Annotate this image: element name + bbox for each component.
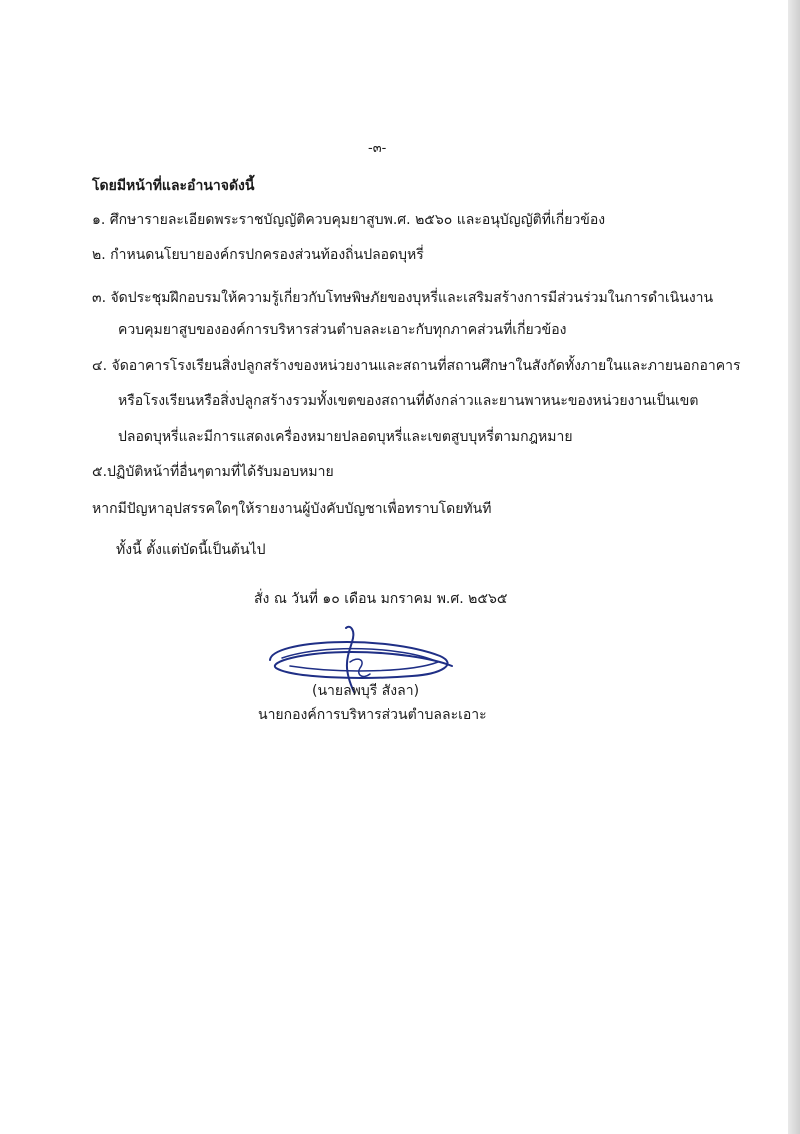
signer-name: (นายลพบุรี สังลา) xyxy=(312,683,420,699)
section-heading: โดยมีหน้าที่และอำนาจดังนี้ xyxy=(92,178,255,194)
page-number: -๓- xyxy=(368,141,387,156)
duty-item-3-continuation: ควบคุมยาสูบขององค์การบริหารส่วนตำบลละเอาะกับทุกภาคส่วนที่เกี่ยวข้อง xyxy=(118,322,567,338)
problem-note: หากมีปัญหาอุปสรรคใดๆให้รายงานผู้บังคับบัญชาเพื่อทราบโดยทันที xyxy=(92,501,492,517)
signer-title: นายกองค์การบริหารส่วนตำบลละเอาะ xyxy=(258,707,487,723)
order-date: สั่ง ณ วันที่ ๑๐ เดือน มกราคม พ.ศ. ๒๕๖๕ xyxy=(254,591,508,607)
duty-item-1: ๑. ศึกษารายละเอียดพระราชบัญญัติควบคุมยาสูบพ.ศ. ๒๕๖๐ และอนุบัญญัติที่เกี่ยวข้อง xyxy=(92,212,606,228)
page-edge-shadow xyxy=(788,0,800,1134)
duty-item-4-continuation-2: ปลอดบุหรี่และมีการแสดงเครื่องหมายปลอดบุหรี่และเขตสูบบุหรี่ตามกฎหมาย xyxy=(118,429,573,445)
effective-statement: ทั้งนี้ ตั้งแต่บัดนี้เป็นต้นไป xyxy=(116,542,266,558)
duty-item-5: ๕.ปฏิบัติหน้าที่อื่นๆตามที่ได้รับมอบหมาย xyxy=(92,464,334,480)
duty-item-2: ๒. กำหนดนโยบายองค์กรปกครองส่วนท้องถิ่นปลอดบุหรี่ xyxy=(92,247,424,263)
duty-item-3: ๓. จัดประชุมฝึกอบรมให้ความรู้เกี่ยวกับโทษพิษภัยของบุหรี่และเสริมสร้างการมีส่วนร่วมในการดำเนินงาน xyxy=(92,290,714,306)
duty-item-4-continuation-1: หรือโรงเรียนหรือสิ่งปลูกสร้างรวมทั้งเขตของสถานที่ดังกล่าวและยานพาหนะของหน่วยงานเป็นเขต xyxy=(118,393,699,409)
duty-item-4: ๔. จัดอาคารโรงเรียนสิ่งปลูกสร้างของหน่วยงานและสถานที่สถานศึกษาในสังกัดทั้งภายในและภายนอกอาคาร xyxy=(92,358,741,374)
